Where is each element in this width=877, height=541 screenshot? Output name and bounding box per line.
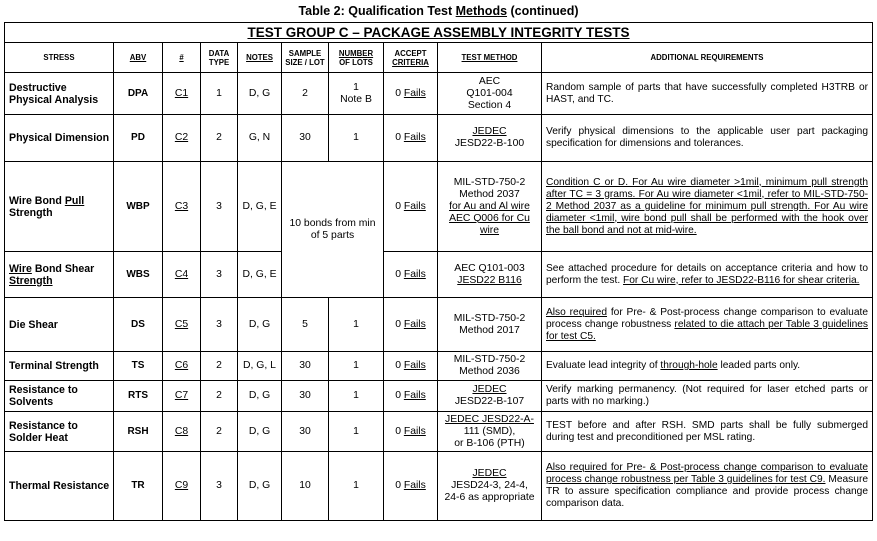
header-sample-size: SAMPLE SIZE / LOT — [282, 43, 329, 73]
stress-cell: Physical Dimension — [5, 115, 114, 162]
test-number-link[interactable]: C3 — [163, 162, 201, 252]
table-row — [5, 412, 873, 452]
test-number-link[interactable]: C4 — [163, 252, 201, 298]
stress-cell: Destructive Physical Analysis — [5, 73, 114, 115]
notes-cell: G, N — [238, 115, 282, 162]
abv-cell: WBS — [114, 252, 163, 298]
stress-cell: Resistance to Solvents — [5, 381, 114, 412]
abv-cell: DS — [114, 298, 163, 352]
sample-size-cell: 30 — [282, 352, 329, 381]
requirements-cell: Also required for Pre- & Post-process change comparison to evaluate process change robustness per Table 3 guidelines for test C9. Measure TR to assure specification compliance and provide process change comparison data. — [542, 452, 873, 521]
accept-cell: 0 Fails — [384, 115, 438, 162]
notes-cell: D, G, E — [238, 162, 282, 252]
test-method-cell: AEC Q101-003 JESD22 B116 — [438, 252, 542, 298]
test-number-link[interactable]: C7 — [163, 381, 201, 412]
table-row — [5, 73, 873, 115]
test-number-link[interactable]: C8 — [163, 412, 201, 452]
stress-cell: Thermal Resistance — [5, 452, 114, 521]
notes-cell: D, G — [238, 412, 282, 452]
lots-cell: 1 — [329, 298, 384, 352]
test-number-link[interactable]: C9 — [163, 452, 201, 521]
abv-cell: PD — [114, 115, 163, 162]
test-method-cell: AEC Q101-004 Section 4 — [438, 73, 542, 115]
stress-cell: Die Shear — [5, 298, 114, 352]
abv-cell: TR — [114, 452, 163, 521]
header-notes: NOTES — [238, 43, 282, 73]
table-row — [5, 115, 873, 162]
notes-cell: D, G — [238, 73, 282, 115]
shared-sample-lots-cell: 10 bonds from min of 5 parts — [282, 162, 384, 298]
test-method-cell: JEDEC JESD24-3, 24-4, 24-6 as appropriate — [438, 452, 542, 521]
accept-cell: 0 Fails — [384, 298, 438, 352]
data-type-cell: 1 — [201, 73, 238, 115]
header-number-of-lots: NUMBER OF LOTS — [329, 43, 384, 73]
accept-cell: 0 Fails — [384, 412, 438, 452]
accept-cell: 0 Fails — [384, 73, 438, 115]
accept-cell: 0 Fails — [384, 352, 438, 381]
data-type-cell: 3 — [201, 162, 238, 252]
header-abv: ABV — [114, 43, 163, 73]
requirements-cell: Random sample of parts that have successfully completed H3TRB or HAST, and TC. — [542, 73, 873, 115]
header-test-method: TEST METHOD — [438, 43, 542, 73]
notes-cell: D, G, E — [238, 252, 282, 298]
table-row — [5, 162, 873, 252]
requirements-cell: Verify marking permanency. (Not required for laser etched parts or parts with no marking.) — [542, 381, 873, 412]
notes-cell: D, G — [238, 381, 282, 412]
sample-size-cell: 30 — [282, 115, 329, 162]
table-row — [5, 252, 873, 298]
stress-cell: Resistance to Solder Heat — [5, 412, 114, 452]
data-type-cell: 2 — [201, 412, 238, 452]
requirements-cell: See attached procedure for details on acceptance criteria and how to perform the test. For Cu wire, refer to JESD22-B116 for shear criteria. — [542, 252, 873, 298]
table-row — [5, 298, 873, 352]
test-method-cell: MIL-STD-750-2 Method 2017 — [438, 298, 542, 352]
lots-cell: 1 Note B — [329, 73, 384, 115]
sample-size-cell: 2 — [282, 73, 329, 115]
accept-cell: 0 Fails — [384, 452, 438, 521]
notes-cell: D, G, L — [238, 352, 282, 381]
test-method-cell: MIL-STD-750-2 Method 2036 — [438, 352, 542, 381]
abv-cell: RSH — [114, 412, 163, 452]
accept-cell: 0 Fails — [384, 252, 438, 298]
test-number-link[interactable]: C5 — [163, 298, 201, 352]
sample-size-cell: 10 — [282, 452, 329, 521]
abv-cell: RTS — [114, 381, 163, 412]
header-row — [5, 43, 873, 73]
lots-cell: 1 — [329, 352, 384, 381]
group-title: TEST GROUP C – PACKAGE ASSEMBLY INTEGRITY TESTS — [5, 23, 873, 43]
lots-cell: 1 — [329, 452, 384, 521]
requirements-cell: Verify physical dimensions to the applicable user part packaging specification for dimensions and tolerances. — [542, 115, 873, 162]
header-additional-requirements: ADDITIONAL REQUIREMENTS — [542, 43, 873, 73]
sample-size-cell: 5 — [282, 298, 329, 352]
test-number-link[interactable]: C2 — [163, 115, 201, 162]
stress-cell: Terminal Strength — [5, 352, 114, 381]
data-type-cell: 2 — [201, 115, 238, 162]
test-number-link[interactable]: C6 — [163, 352, 201, 381]
accept-cell: 0 Fails — [384, 162, 438, 252]
lots-cell: 1 — [329, 412, 384, 452]
data-type-cell: 2 — [201, 352, 238, 381]
test-method-cell: JEDEC JESD22-B-100 — [438, 115, 542, 162]
table-row — [5, 452, 873, 521]
header-num: # — [163, 43, 201, 73]
accept-cell: 0 Fails — [384, 381, 438, 412]
lots-cell: 1 — [329, 115, 384, 162]
abv-cell: WBP — [114, 162, 163, 252]
requirements-cell: Also required for Pre- & Post-process change comparison to evaluate process change robustness related to die attach per Table 3 guidelines for test C5. — [542, 298, 873, 352]
qualification-test-table — [4, 22, 873, 521]
test-number-link[interactable]: C1 — [163, 73, 201, 115]
data-type-cell: 2 — [201, 381, 238, 412]
abv-cell: DPA — [114, 73, 163, 115]
test-method-cell: JEDEC JESD22-A- 111 (SMD), or B-106 (PTH) — [438, 412, 542, 452]
abv-cell: TS — [114, 352, 163, 381]
data-type-cell: 3 — [201, 452, 238, 521]
stress-cell: Wire Bond Pull Strength — [5, 162, 114, 252]
table-caption: Table 2: Qualification Test Methods (continued) — [298, 4, 579, 18]
requirements-cell: Condition C or D. For Au wire diameter >1mil, minimum pull strength after TC = 3 grams. For Au wire diameter <1mil, refer to MIL-STD-750-2 Method 2037 as a guideline for minimum pull strength. For Au wire diameter <1mil, wire bond pull shall be performed with the hook over the ball bond and not at mid-wire. — [542, 162, 873, 252]
group-title-row — [5, 23, 873, 43]
sample-size-cell: 30 — [282, 412, 329, 452]
requirements-cell: TEST before and after RSH. SMD parts shall be fully submerged during test and preconditioned per MSL rating. — [542, 412, 873, 452]
data-type-cell: 3 — [201, 252, 238, 298]
table-row — [5, 381, 873, 412]
notes-cell: D, G — [238, 298, 282, 352]
sample-size-cell: 30 — [282, 381, 329, 412]
stress-cell: Wire Bond Shear Strength — [5, 252, 114, 298]
requirements-cell: Evaluate lead integrity of through-hole leaded parts only. — [542, 352, 873, 381]
test-method-cell: MIL-STD-750-2 Method 2037 for Au and Al wire AEC Q006 for Cu wire — [438, 162, 542, 252]
lots-cell: 1 — [329, 381, 384, 412]
header-stress: STRESS — [5, 43, 114, 73]
data-type-cell: 3 — [201, 298, 238, 352]
table-row — [5, 352, 873, 381]
test-method-cell: JEDEC JESD22-B-107 — [438, 381, 542, 412]
header-data-type: DATA TYPE — [201, 43, 238, 73]
header-accept-criteria: ACCEPT CRITERIA — [384, 43, 438, 73]
notes-cell: D, G — [238, 452, 282, 521]
